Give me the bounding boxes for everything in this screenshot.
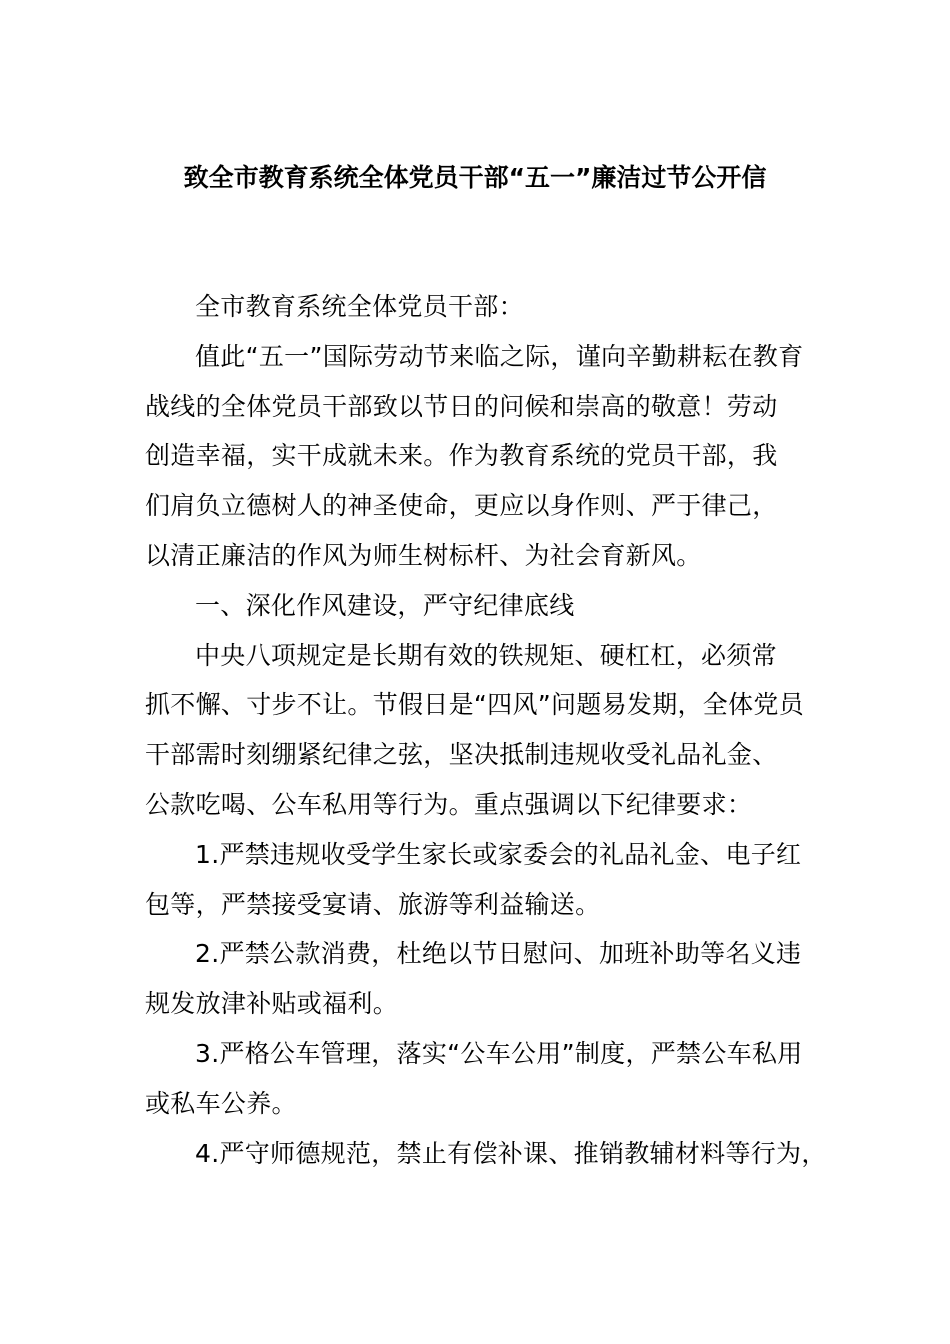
body-line: 一、深化作风建设，严守纪律底线 <box>195 590 575 620</box>
body-line: 全市教育系统全体党员干部： <box>195 292 524 321</box>
body-line: 干部需时刻绷紧纪律之弦，坚决抵制违规收受礼品礼金、 <box>145 740 778 770</box>
body-line: 创造幸福，实干成就未来。作为教育系统的党员干部，我 <box>145 441 778 471</box>
body-line: 1.严禁违规收受学生家长或家委会的礼品礼金、电子红 <box>195 839 802 869</box>
body-line: 值此“五一”国际劳动节来临之际，谨向辛勤耕耘在教育 <box>195 341 804 371</box>
body-line: 3.严格公车管理，落实“公车公用”制度，严禁公车私用 <box>195 1038 803 1068</box>
body-line: 公款吃喝、公车私用等行为。重点强调以下纪律要求： <box>145 789 753 819</box>
body-line: 们肩负立德树人的神圣使命，更应以身作则、严于律己， <box>145 491 778 521</box>
body-line: 2.严禁公款消费，杜绝以节日慰问、加班补助等名义违 <box>195 939 802 969</box>
document-body <box>145 282 825 1178</box>
body-line: 规发放津补贴或福利。 <box>145 989 399 1019</box>
document-title: 致全市教育系统全体党员干部“五一”廉洁过节公开信 <box>183 163 767 192</box>
body-line: 以清正廉洁的作风为师生树标杆、为社会育新风。 <box>145 540 702 570</box>
body-line: 抓不懈、寸步不让。节假日是“四风”问题易发期，全体党员 <box>145 690 805 720</box>
body-line: 战线的全体党员干部致以节日的问候和崇高的敬意！劳动 <box>145 391 778 421</box>
body-line: 或私车公养。 <box>145 1088 297 1118</box>
body-line: 中央八项规定是长期有效的铁规矩、硬杠杠，必须常 <box>195 640 777 670</box>
body-line: 4.严守师德规范，禁止有偿补课、推销教辅材料等行为， <box>195 1138 827 1168</box>
body-line: 包等，严禁接受宴请、旅游等利益输送。 <box>145 889 601 919</box>
